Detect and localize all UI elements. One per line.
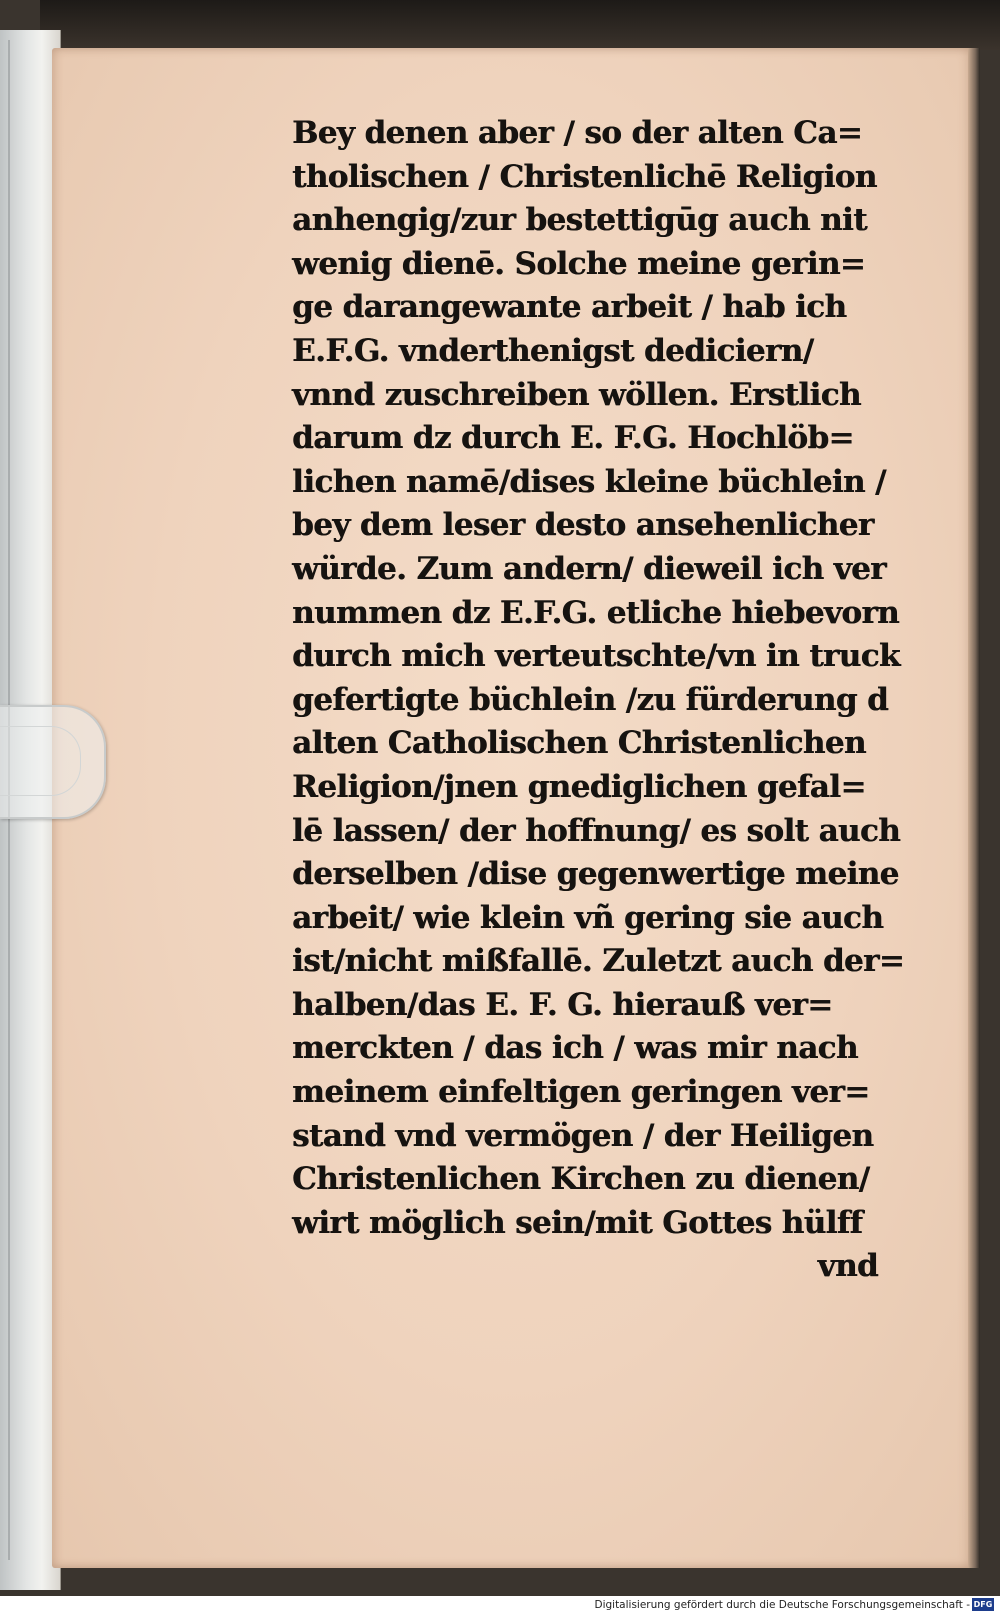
text-line: arbeit/ wie klein vñ gering sie auch bbox=[292, 899, 884, 936]
text-line: vnnd zuschreiben wöllen. Erstlich bbox=[292, 376, 861, 413]
text-line: alten Catholischen Christenlichen bbox=[292, 725, 866, 762]
text-line: anhengig/zur bestettigūg auch nit bbox=[292, 202, 867, 239]
text-line: Christenlichen Kirchen zu dienen/ bbox=[292, 1161, 870, 1198]
dfg-logo: DFG bbox=[973, 1600, 993, 1609]
text-line: ge darangewante arbeit / hab ich bbox=[292, 289, 847, 326]
text-line: durch mich verteutschte/vn in truck bbox=[292, 638, 900, 675]
text-line: bey dem leser desto ansehenlicher bbox=[292, 507, 874, 544]
text-line: lichen namē/dises kleine büchlein / bbox=[292, 463, 886, 500]
text-line: Religion/jnen gnediglichen gefal= bbox=[292, 768, 866, 805]
text-line: E.F.G. vnderthenigst dediciern/ bbox=[292, 332, 814, 369]
page-clip-inner bbox=[0, 726, 81, 796]
text-line: derselben /dise gegenwertige meine bbox=[292, 856, 899, 893]
text-line: würde. Zum andern/ dieweil ich ver bbox=[292, 550, 886, 587]
text-line: Bey denen aber / so der alten Ca= bbox=[292, 115, 863, 151]
text-line: lē lassen/ der hoffnung/ es solt auch bbox=[292, 812, 901, 849]
text-line: stand vnd vermögen / der Heiligen bbox=[292, 1117, 874, 1154]
text-line: wirt möglich sein/mit Gottes hülff bbox=[292, 1204, 863, 1241]
book-top-shadow bbox=[40, 0, 1000, 50]
funding-credit: Digitalisierung gefördert durch die Deutsche Forschungsgemeinschaft - bbox=[594, 1599, 970, 1611]
blackletter-text-block bbox=[292, 112, 932, 1289]
text-line: halben/das E. F. G. hierauß ver= bbox=[292, 986, 833, 1023]
text-line: meinem einfeltigen geringen ver= bbox=[292, 1074, 870, 1111]
text-line: wenig dienē. Solche meine gerin= bbox=[292, 245, 866, 282]
text-line: merckten / das ich / was mir nach bbox=[292, 1030, 858, 1067]
text-line: tholischen / Christenlichē Religion bbox=[292, 158, 877, 195]
page-right-edge bbox=[968, 48, 980, 1568]
text-line: gefertigte büchlein /zu fürderung d bbox=[292, 681, 889, 718]
text-line: darum dz durch E. F.G. Hochlöb= bbox=[292, 420, 854, 457]
text-line: ist/nicht mißfallē. Zuletzt auch der= bbox=[292, 943, 905, 980]
catchword: vnd bbox=[817, 1248, 878, 1285]
text-line: nummen dz E.F.G. etliche hiebevorn bbox=[292, 594, 899, 631]
